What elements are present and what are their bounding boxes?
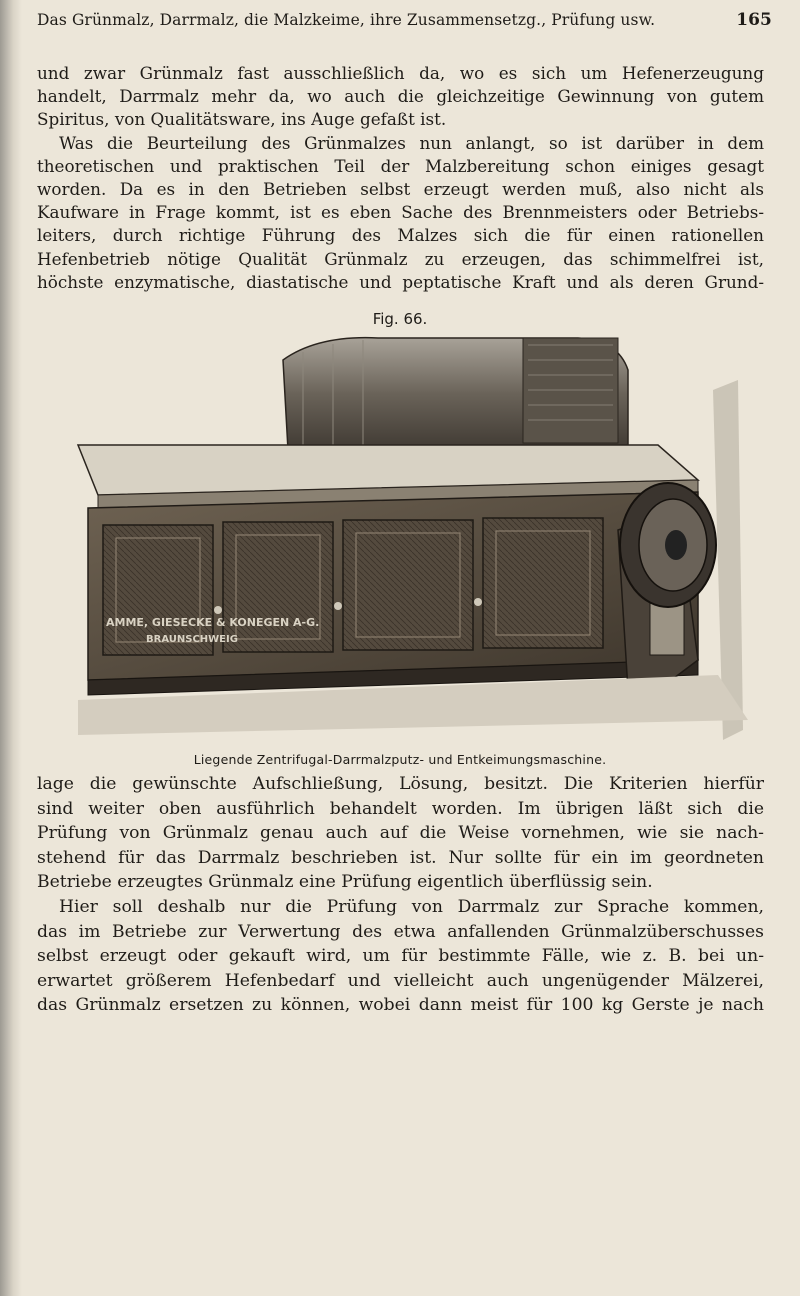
- maker-plate-line-1: AMME, GIESECKE & KONEGEN A-G.: [106, 616, 320, 629]
- maker-plate-line-2: BRAUNSCHWEIG: [146, 634, 238, 645]
- text-line: Prüfung von Grünmalz genau auch auf die Weise vornehmen, wie sie nach-: [37, 823, 764, 844]
- page-number: 165: [736, 10, 772, 30]
- text-line: Was die Beurteilung des Grünmalzes nun anlangt, so ist darüber in dem: [59, 132, 764, 153]
- paragraph-bottom: [37, 772, 764, 1018]
- text-line: Hefenbetrieb nötige Qualität Grünmalz zu erzeugen, das schimmelfrei ist,: [37, 248, 764, 269]
- text-line: das im Betriebe zur Verwertung des etwa anfallenden Grünmalzüberschusses: [37, 921, 764, 942]
- text-line: stehend für das Darrmalz beschrieben ist. Nur sollte für ein im geordneten: [37, 847, 764, 868]
- running-header: [37, 10, 772, 40]
- machine-drawing: [58, 330, 748, 740]
- figure-caption: Liegende Zentrifugal-Darrmalzputz- und Entkeimungsmaschine.: [193, 752, 607, 767]
- text-line: lage die gewünschte Aufschließung, Lösung, besitzt. Die Kriterien hierfür: [37, 774, 764, 794]
- machine-illustration: [58, 330, 748, 740]
- text-line: Hier soll deshalb nur die Prüfung von Darrmalz zur Sprache kommen,: [59, 896, 764, 917]
- paragraph-top: [37, 62, 764, 294]
- text-line: worden. Da es in den Betrieben selbst erzeugt werden muß, also nicht als: [37, 179, 764, 200]
- text-line: erwartet größerem Hefenbedarf und vielleicht auch ungenügender Mälzerei,: [37, 970, 764, 991]
- text-line: theoretischen und praktischen Teil der Malzbereitung schon einiges gesagt: [37, 155, 764, 176]
- text-line: höchste enzymatische, diastatische und peptatische Kraft und als deren Grund-: [37, 271, 764, 292]
- text-line: das Grünmalz ersetzen zu können, wobei dann meist für 100 kg Gerste je nach: [37, 995, 764, 1016]
- running-title: Das Grünmalz, Darrmalz, die Malzkeime, ihre Zusammensetzg., Prüfung usw.: [37, 11, 656, 29]
- text-line: handelt, Darrmalz mehr da, wo auch die gleichzeitige Gewinnung von gutem: [37, 86, 764, 107]
- text-line: sind weiter oben ausführlich behandelt worden. Im übrigen läßt sich die: [37, 798, 764, 819]
- text-line: selbst erzeugt oder gekauft wird, um für bestimmte Fälle, wie z. B. bei un-: [37, 946, 764, 967]
- text-line: Spiritus, von Qualitätsware, ins Auge gefaßt ist.: [37, 109, 447, 130]
- text-line: Kaufware in Frage kommt, ist es eben Sache des Brennmeisters oder Betriebs-: [37, 202, 764, 223]
- text-line: leiters, durch richtige Führung des Malzes sich die für einen rationellen: [37, 225, 764, 246]
- binding-shadow: [0, 0, 22, 1296]
- text-line: und zwar Grünmalz fast ausschließlich da, wo es sich um Hefenerzeugung: [37, 63, 764, 83]
- figure-label: Fig. 66.: [372, 310, 428, 328]
- text-line: Betriebe erzeugtes Grünmalz eine Prüfung eigentlich überflüssig sein.: [37, 872, 653, 893]
